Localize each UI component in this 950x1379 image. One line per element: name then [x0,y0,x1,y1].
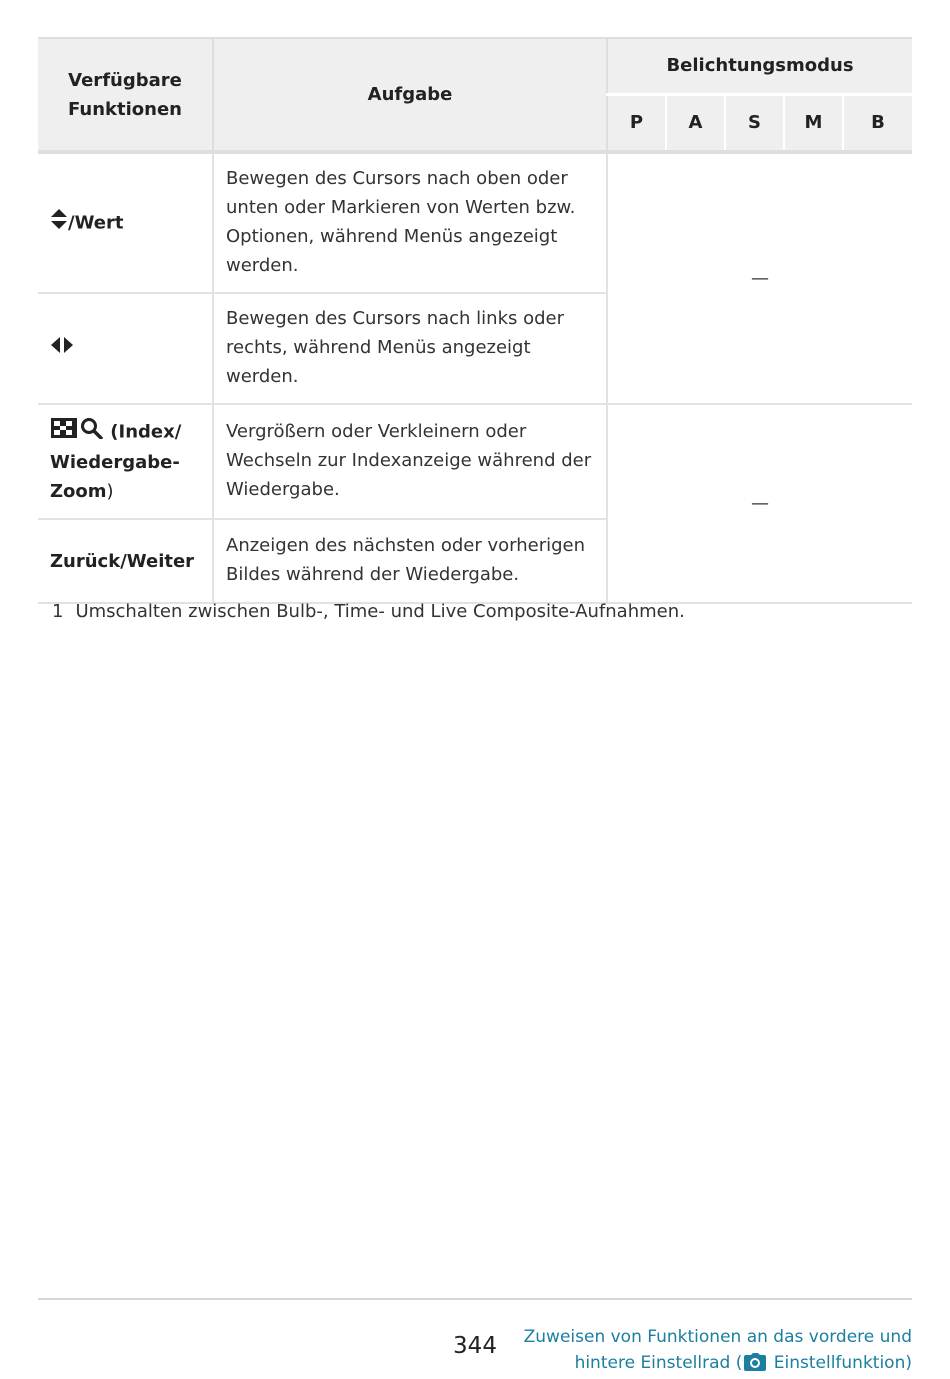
header-functions: Verfügbare Funktionen [38,38,213,152]
mode-availability: — [607,152,912,404]
index-magnify-icon [50,417,104,448]
section-link[interactable] [524,1324,912,1379]
table-row [38,404,912,519]
table-header-row [38,38,912,94]
function-cell [38,152,213,293]
footer-divider [38,1298,912,1300]
task-cell: Vergrößern oder Verkleinern oder Wechseln zur Indexanzeige während der Wiedergabe. [213,404,607,519]
mode-availability: — [607,404,912,603]
page-number: 344 [453,1333,497,1359]
header-task: Aufgabe [213,38,607,152]
function-label: /Wert [68,212,124,233]
left-right-arrows-icon [50,334,74,363]
task-cell: Anzeigen des nächsten oder vorherigen Bildes während der Wiedergabe. [213,519,607,603]
function-label: (Index/ Wiedergabe-Zoom [50,421,182,502]
header-mode-a: A [666,94,725,152]
task-cell: Bewegen des Cursors nach oben oder unten oder Markieren von Werten bzw. Optionen, während Menüs angezeigt werden. [213,152,607,293]
function-label: Zurück/Weiter [50,550,195,572]
header-exposure-mode: Belichtungsmodus [607,38,912,94]
function-cell [38,293,213,404]
function-cell [38,404,213,519]
header-mode-s: S [725,94,784,152]
header-mode-p: P [607,94,666,152]
footnote [52,598,685,626]
up-down-arrows-icon [50,208,68,239]
table-row [38,152,912,293]
section-link-text-before[interactable]: hintere Einstellrad ( [574,1353,743,1373]
camera-icon [744,1353,766,1379]
section-link-text-after[interactable]: Einstellfunktion) [768,1353,912,1373]
section-link-line1[interactable]: Zuweisen von Funktionen an das vordere und [523,1327,912,1347]
section-link-line2[interactable] [524,1350,912,1379]
task-cell: Bewegen des Cursors nach links oder rechts, während Menüs angezeigt werden. [213,293,607,404]
header-mode-b: B [843,94,912,152]
header-mode-m: M [784,94,843,152]
functions-table [38,37,912,604]
function-cell [38,519,213,603]
function-label-suffix: ) [106,481,114,502]
footnote-text: Umschalten zwischen Bulb-, Time- und Live Composite-Aufnahmen. [75,601,685,622]
footnote-number: 1 [52,601,64,622]
